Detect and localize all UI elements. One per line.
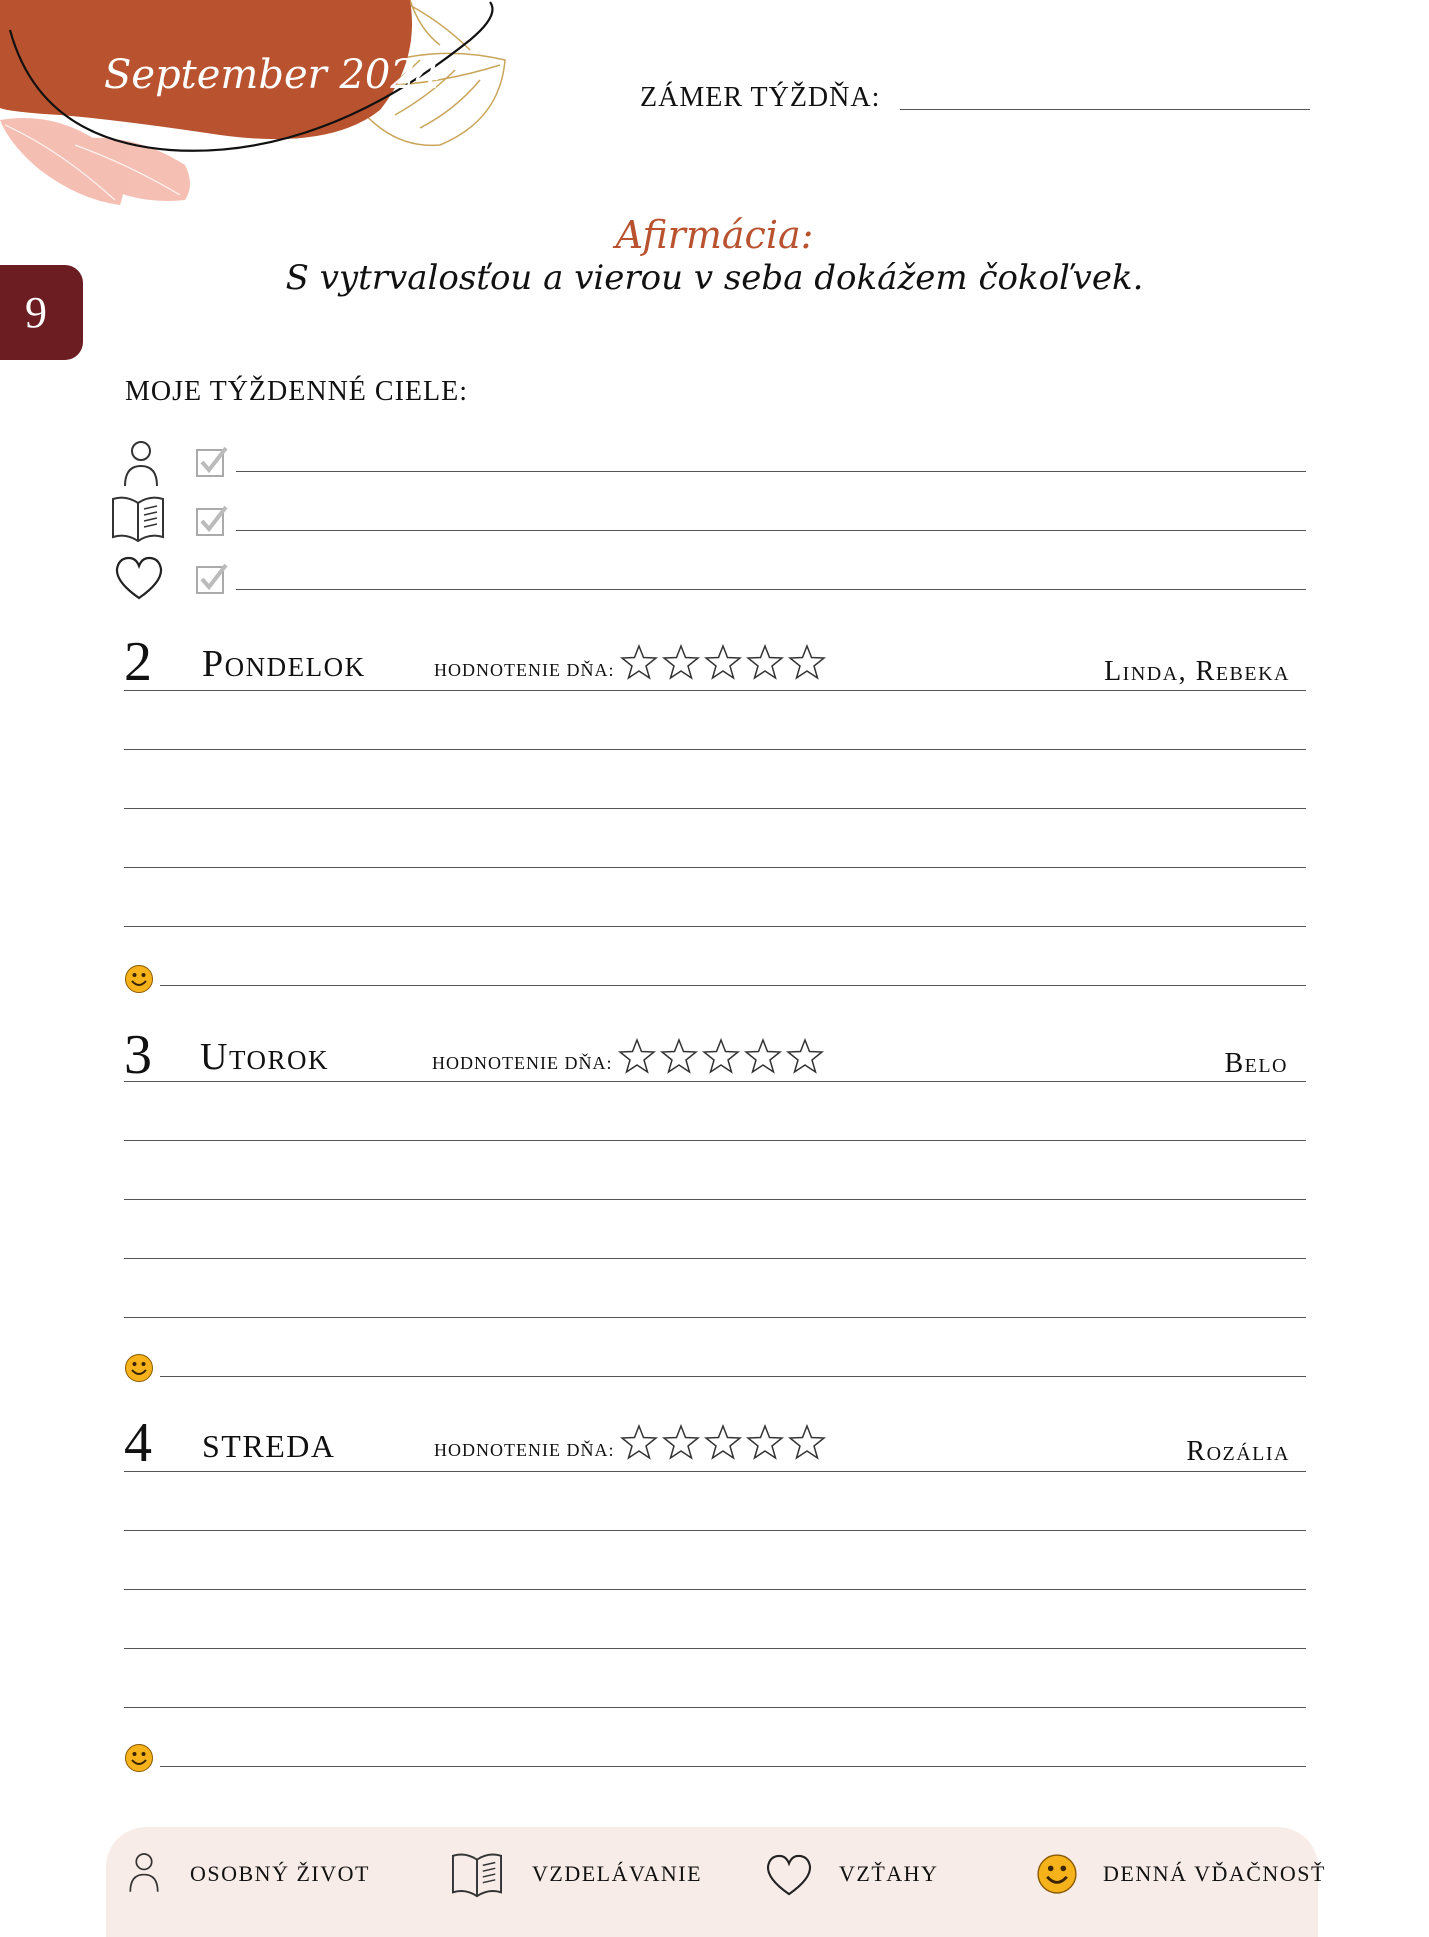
- star-icon[interactable]: [660, 1038, 698, 1074]
- affirmation-text: S vytrvalosťou a vierou v seba dokážem čokoľvek.: [285, 258, 1144, 298]
- checkbox-icon[interactable]: [195, 446, 229, 478]
- day-number: 4: [124, 1412, 152, 1474]
- person-icon: [120, 438, 162, 488]
- legend-label: DENNÁ VĎAČNOSŤ: [1103, 1861, 1326, 1886]
- star-rating[interactable]: [618, 1038, 828, 1076]
- day-header-line: [124, 1471, 1306, 1472]
- star-icon[interactable]: [704, 644, 742, 680]
- gratitude-line[interactable]: [160, 985, 1306, 986]
- day-name: Pondelok: [202, 643, 366, 685]
- star-icon[interactable]: [744, 1038, 782, 1074]
- name-day: Belo: [1224, 1048, 1288, 1079]
- star-icon[interactable]: [704, 1424, 742, 1460]
- note-line[interactable]: [124, 1530, 1306, 1531]
- week-intention-label: ZÁMER TÝŽDŇA:: [640, 82, 881, 113]
- goal-line-3[interactable]: [236, 589, 1306, 590]
- rating-label: HODNOTENIE DŇA:: [434, 660, 615, 680]
- star-icon[interactable]: [788, 644, 826, 680]
- legend-label: VZŤAHY: [839, 1861, 939, 1886]
- note-line[interactable]: [124, 1317, 1306, 1318]
- note-line[interactable]: [124, 808, 1306, 809]
- name-day: Rozália: [1186, 1436, 1290, 1467]
- note-line[interactable]: [124, 749, 1306, 750]
- month-title: September 2024: [104, 52, 442, 98]
- smiley-icon: [124, 1353, 154, 1383]
- day-name: STREDA: [202, 1428, 336, 1464]
- note-line[interactable]: [124, 1199, 1306, 1200]
- star-icon[interactable]: [746, 644, 784, 680]
- smiley-icon: [124, 964, 154, 994]
- star-icon[interactable]: [618, 1038, 656, 1074]
- smiley-icon: [124, 1743, 154, 1773]
- smiley-icon: [1036, 1853, 1078, 1895]
- person-icon: [126, 1850, 162, 1894]
- star-icon[interactable]: [620, 1424, 658, 1460]
- star-icon[interactable]: [662, 644, 700, 680]
- week-number: 9: [25, 288, 47, 337]
- note-line[interactable]: [124, 1707, 1306, 1708]
- star-rating[interactable]: [620, 1424, 830, 1462]
- star-icon[interactable]: [746, 1424, 784, 1460]
- note-line[interactable]: [124, 1648, 1306, 1649]
- day-header-line: [124, 690, 1306, 691]
- day-name: Utorok: [200, 1036, 329, 1078]
- gratitude-line[interactable]: [160, 1376, 1306, 1377]
- note-line[interactable]: [124, 926, 1306, 927]
- star-icon[interactable]: [786, 1038, 824, 1074]
- week-intention-line[interactable]: [900, 109, 1310, 110]
- star-rating[interactable]: [620, 644, 830, 682]
- day-header-line: [124, 1081, 1306, 1082]
- book-icon: [450, 1850, 504, 1900]
- name-day: Linda, Rebeka: [1104, 656, 1290, 687]
- goal-line-1[interactable]: [236, 471, 1306, 472]
- day-number: 3: [124, 1024, 152, 1086]
- note-line[interactable]: [124, 1258, 1306, 1259]
- legend-label: OSOBNÝ ŽIVOT: [190, 1861, 370, 1886]
- goals-title: MOJE TÝŽDENNÉ CIELE:: [125, 376, 468, 407]
- note-line[interactable]: [124, 1140, 1306, 1141]
- day-number: 2: [124, 631, 152, 693]
- heart-icon: [114, 556, 164, 600]
- rating-label: HODNOTENIE DŇA:: [434, 1440, 615, 1460]
- checkbox-icon[interactable]: [195, 563, 229, 595]
- note-line[interactable]: [124, 1589, 1306, 1590]
- star-icon[interactable]: [620, 644, 658, 680]
- heart-icon: [765, 1854, 813, 1896]
- gratitude-line[interactable]: [160, 1766, 1306, 1767]
- affirmation-label: Afirmácia:: [615, 213, 814, 257]
- header-decoration: [0, 0, 520, 230]
- checkbox-icon[interactable]: [195, 505, 229, 537]
- rating-label: HODNOTENIE DŇA:: [432, 1053, 613, 1073]
- star-icon[interactable]: [702, 1038, 740, 1074]
- goal-line-2[interactable]: [236, 530, 1306, 531]
- book-icon: [110, 493, 166, 545]
- note-line[interactable]: [124, 867, 1306, 868]
- star-icon[interactable]: [788, 1424, 826, 1460]
- legend-label: VZDELÁVANIE: [532, 1861, 703, 1886]
- star-icon[interactable]: [662, 1424, 700, 1460]
